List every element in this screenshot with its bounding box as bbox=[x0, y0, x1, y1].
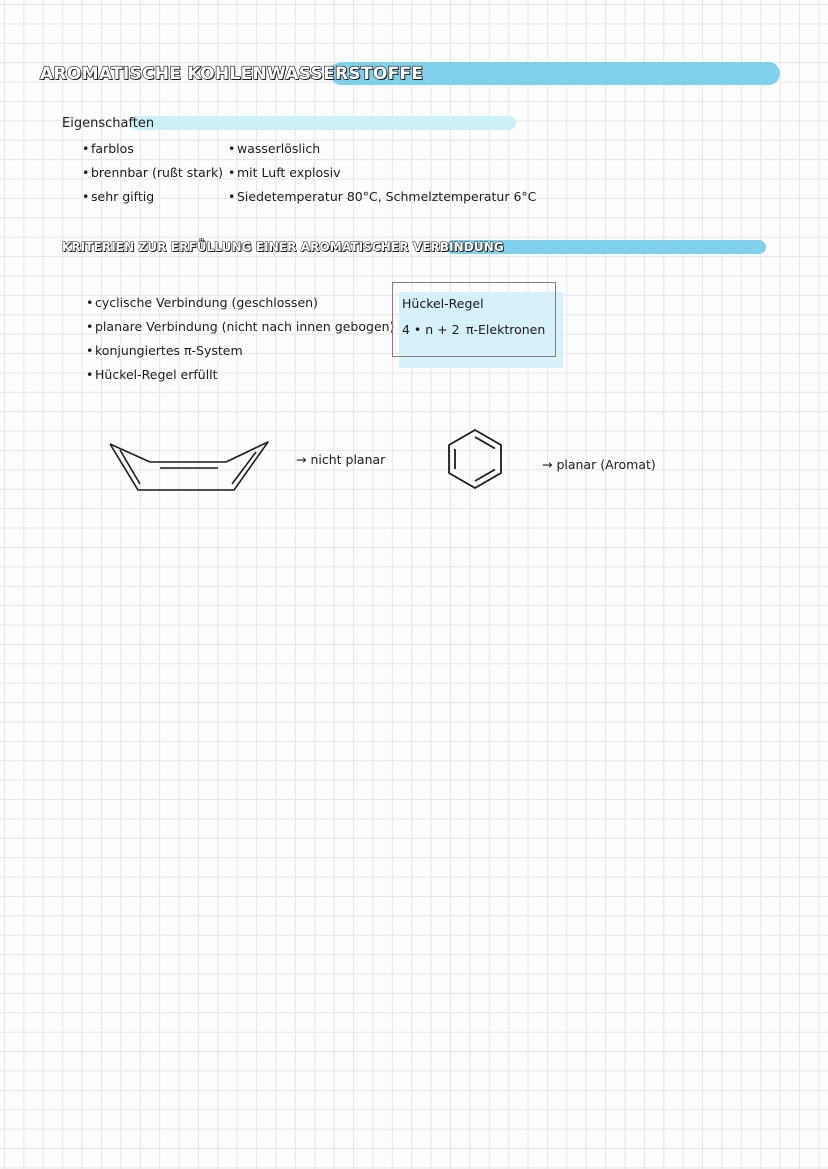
list-item: • konjungiertes π-System bbox=[86, 340, 394, 364]
hueckel-title: Hückel-Regel bbox=[402, 296, 484, 311]
properties-left-list bbox=[82, 138, 223, 210]
criteria-heading: KRITERIEN ZUR ERFÜLLUNG EINER AROMATISCHER VERBINDUNG bbox=[62, 240, 504, 254]
diagram-right-label: → planar (Aromat) bbox=[542, 457, 656, 472]
benzene-double-bond-1 bbox=[475, 437, 495, 449]
benzene-ring-diagram bbox=[443, 427, 507, 491]
benzene-double-bond-2 bbox=[475, 470, 495, 482]
properties-heading: Eigenschaften bbox=[62, 116, 155, 131]
list-item: • planare Verbindung (nicht nach innen gebogen) bbox=[86, 316, 394, 340]
list-item: • mit Luft explosiv bbox=[228, 162, 536, 186]
boat-left-double-bond bbox=[120, 450, 140, 484]
boat-outer-edge bbox=[110, 442, 268, 490]
criteria-list bbox=[86, 292, 394, 388]
hueckel-formula: 4 • n + 2 bbox=[402, 322, 460, 337]
hueckel-box bbox=[392, 282, 556, 357]
benzene-hexagon bbox=[449, 430, 501, 488]
list-item: • Hückel-Regel erfüllt bbox=[86, 364, 394, 388]
list-item: • cyclische Verbindung (geschlossen) bbox=[86, 292, 394, 316]
list-item: • brennbar (rußt stark) bbox=[82, 162, 223, 186]
list-item: • wasserlöslich bbox=[228, 138, 536, 162]
list-item: • Siedetemperatur 80°C, Schmelztemperatur 6°C bbox=[228, 186, 536, 210]
hueckel-unit: π-Elektronen bbox=[466, 322, 546, 337]
boat-molecule-diagram bbox=[100, 432, 275, 498]
diagram-left-label: → nicht planar bbox=[296, 452, 386, 467]
list-item: • sehr giftig bbox=[82, 186, 223, 210]
list-item: • farblos bbox=[82, 138, 223, 162]
page-title: AROMATISCHE KOHLENWASSERSTOFFE bbox=[40, 64, 424, 84]
properties-highlight-bar bbox=[130, 116, 516, 130]
properties-right-list bbox=[228, 138, 536, 210]
